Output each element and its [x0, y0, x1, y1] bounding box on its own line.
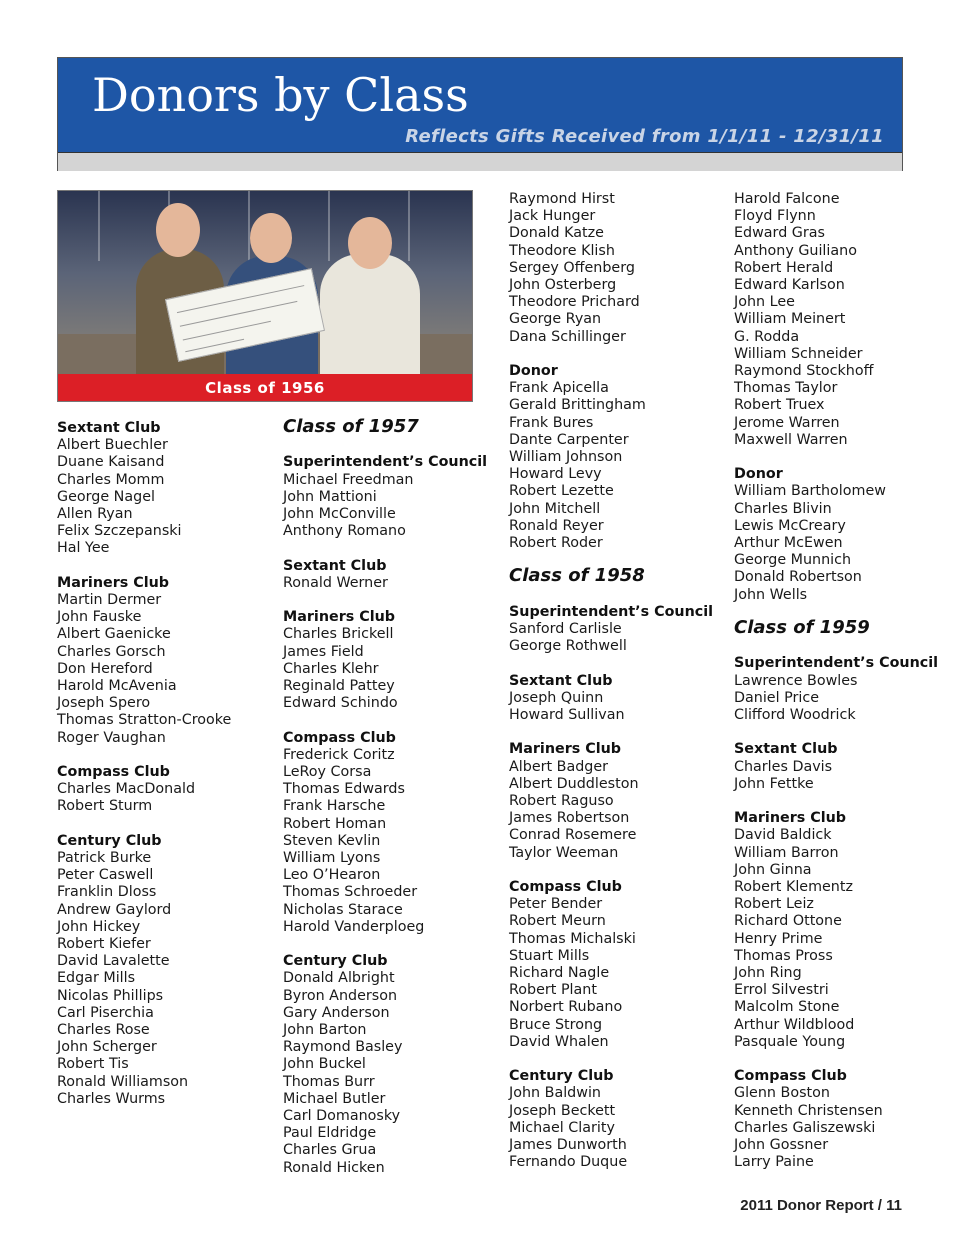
donor-name: William Meinert: [734, 311, 846, 328]
donor-name: William Lyons: [283, 850, 381, 866]
donor-name: John Ginna: [734, 861, 812, 878]
donor-name: John McConville: [283, 506, 396, 522]
photo-image: [58, 191, 472, 374]
donor-name: Malcolm Stone: [734, 999, 840, 1016]
donor-name: Donald Katze: [509, 225, 604, 242]
donor-name: Fernando Duque: [509, 1154, 628, 1171]
donor-name: Paul Eldridge: [283, 1125, 377, 1142]
club-heading: Superintendent’s Council: [283, 454, 488, 471]
donor-name: Charles Rose: [57, 1022, 150, 1038]
donor-name: Robert Truex: [734, 397, 825, 414]
donor-name: John Mattioni: [283, 488, 377, 505]
donor-name: Floyd Flynn: [734, 208, 816, 225]
donor-name: David Baldick: [734, 827, 832, 844]
donor-name: Robert Herald: [734, 259, 834, 276]
donor-name: John Gossner: [734, 1137, 829, 1153]
donor-name: Frank Apicella: [509, 380, 609, 397]
donor-name: Glenn Boston: [734, 1085, 830, 1102]
donor-name: Edgar Mills: [57, 970, 136, 987]
donor-name: Robert Meurn: [509, 913, 606, 930]
donor-name: Martin Dermer: [57, 592, 162, 608]
donor-name: Donald Robertson: [734, 569, 862, 586]
donor-name: Richard Nagle: [509, 965, 610, 981]
donor-name: John Buckel: [283, 1056, 366, 1073]
donor-name: Thomas Taylor: [734, 380, 838, 397]
donor-name: Robert Raguso: [509, 793, 614, 809]
donor-name: Robert Leiz: [734, 896, 814, 913]
donor-name: Peter Bender: [509, 896, 603, 913]
donor-name: Albert Badger: [509, 758, 609, 775]
donor-name: Larry Paine: [734, 1154, 814, 1171]
donor-name: Albert Duddleston: [509, 775, 639, 792]
donor-name: Howard Sullivan: [509, 707, 625, 723]
donor-name: John Scherger: [57, 1039, 157, 1056]
donor-name: Robert Homan: [283, 815, 387, 832]
donor-name: Anthony Guiliano: [734, 242, 857, 259]
class-heading: Class of 1958: [509, 565, 645, 587]
donor-name: Harold Vanderploeg: [283, 918, 425, 935]
donor-name: Charles Gorsch: [57, 643, 166, 660]
donor-name: Raymond Basley: [283, 1039, 403, 1056]
class-heading: Class of 1957: [283, 416, 419, 437]
donor-name: John Wells: [734, 586, 808, 603]
donor-name: Thomas Michalski: [509, 930, 636, 947]
class-heading: Class of 1959: [734, 617, 870, 638]
donor-name: Raymond Hirst: [509, 191, 615, 207]
donor-name: Edward Schindo: [283, 695, 398, 712]
donor-name: Albert Buechler: [57, 437, 168, 454]
donor-name: John Ring: [734, 965, 802, 981]
club-heading: Century Club: [283, 953, 388, 970]
donor-name: Thomas Stratton-Crooke: [57, 712, 232, 729]
donor-name: Robert Lezette: [509, 483, 614, 500]
donor-name: Ronald Williamson: [57, 1073, 189, 1090]
donor-name: Jerome Warren: [734, 414, 840, 431]
donor-name: Byron Anderson: [283, 987, 398, 1004]
donor-name: Robert Roder: [509, 535, 603, 551]
donor-name: James Dunworth: [509, 1137, 627, 1153]
donor-name: Richard Ottone: [734, 913, 842, 930]
donor-name: Dana Schillinger: [509, 328, 626, 345]
donor-name: Gerald Brittingham: [509, 397, 646, 414]
header-stripe: [58, 152, 902, 171]
donor-name: Ronald Hicken: [283, 1159, 385, 1176]
donor-name: Duane Kaisand: [57, 454, 165, 471]
donor-name: Clifford Woodrick: [734, 707, 856, 723]
donor-name: Charles MacDonald: [57, 781, 196, 798]
donor-name: Dante Carpenter: [509, 431, 629, 448]
donor-name: Edward Karlson: [734, 277, 845, 293]
donor-name: Roger Vaughan: [57, 729, 166, 746]
donor-name: Gary Anderson: [283, 1004, 390, 1021]
donor-name: Raymond Stockhoff: [734, 363, 874, 379]
donor-name: Maxwell Warren: [734, 431, 848, 448]
donor-name: Harold Falcone: [734, 191, 840, 207]
club-heading: Sextant Club: [509, 672, 613, 689]
club-heading: Mariners Club: [734, 810, 847, 827]
donor-name: Michael Butler: [283, 1090, 386, 1107]
donor-name: Thomas Burr: [283, 1073, 375, 1090]
photo-caption: Class of 1956: [58, 374, 472, 402]
donor-name: Norbert Rubano: [509, 999, 623, 1016]
donor-name: Charles Brickell: [283, 626, 394, 643]
club-heading: Compass Club: [509, 879, 622, 895]
donor-name: Taylor Weeman: [509, 844, 619, 861]
donor-name: John Barton: [283, 1022, 367, 1038]
club-heading: Donor: [734, 466, 783, 483]
donor-name: Conrad Rosemere: [509, 827, 637, 844]
club-heading: Donor: [509, 363, 558, 379]
donor-name: Charles Blivin: [734, 500, 832, 517]
club-heading: Superintendent’s Council: [509, 603, 714, 620]
donor-name: Kenneth Christensen: [734, 1102, 883, 1119]
donor-name: John Hickey: [57, 918, 141, 935]
donor-name: Robert Kiefer: [57, 936, 151, 952]
donor-name: Peter Caswell: [57, 867, 154, 884]
donor-name: David Lavalette: [57, 953, 170, 970]
donor-name: Daniel Price: [734, 689, 819, 706]
donor-name: Charles Wurms: [57, 1090, 166, 1107]
donor-name: Howard Levy: [509, 466, 602, 483]
donor-name: Robert Plant: [509, 982, 597, 999]
donor-name: Robert Tis: [57, 1056, 129, 1073]
donor-name: Joseph Beckett: [509, 1102, 616, 1119]
donor-name: John Baldwin: [509, 1085, 601, 1102]
donor-name: William Johnson: [509, 449, 623, 465]
donor-name: Edward Gras: [734, 225, 825, 242]
donor-name: Carl Piserchia: [57, 1004, 154, 1021]
donor-name: Carl Domanosky: [283, 1108, 401, 1124]
club-heading: Superintendent’s Council: [734, 655, 939, 672]
page-footer: 2011 Donor Report / 11: [740, 1197, 902, 1214]
donor-name: Charles Grua: [283, 1142, 377, 1159]
donor-name: Thomas Schroeder: [283, 884, 418, 901]
donor-name: Charles Galiszewski: [734, 1119, 876, 1136]
donor-name: Donald Albright: [283, 970, 395, 987]
donor-name: George Nagel: [57, 488, 155, 505]
donor-name: William Bartholomew: [734, 483, 886, 500]
donor-name: Ronald Werner: [283, 574, 388, 591]
donor-name: Hal Yee: [57, 540, 110, 557]
page-subtitle: Reflects Gifts Received from 1/1/11 - 12/31/11: [405, 126, 884, 147]
donor-name: Joseph Spero: [57, 695, 151, 712]
donor-name: Frank Bures: [509, 414, 594, 431]
donor-name: William Schneider: [734, 345, 863, 362]
club-heading: Mariners Club: [509, 741, 622, 758]
donor-name: Reginald Pattey: [283, 678, 395, 694]
donor-name: Albert Gaenicke: [57, 626, 171, 643]
donor-name: George Rothwell: [509, 638, 627, 655]
donor-name: Felix Szczepanski: [57, 523, 182, 540]
donor-name: Frederick Coritz: [283, 746, 395, 763]
donor-name: Arthur McEwen: [734, 535, 843, 551]
class-photo: [57, 190, 473, 402]
club-heading: Sextant Club: [734, 741, 838, 758]
donor-name: John Fettke: [734, 775, 814, 792]
donor-name: Frank Harsche: [283, 798, 386, 815]
donor-name: Don Hereford: [57, 660, 153, 677]
donor-name: John Mitchell: [509, 500, 601, 517]
club-heading: Sextant Club: [57, 420, 161, 436]
donor-name: Sergey Offenberg: [509, 259, 635, 276]
donor-name: Leo O’Hearon: [283, 867, 381, 884]
donor-name: Jack Hunger: [509, 208, 596, 225]
donor-name: Ronald Reyer: [509, 517, 604, 534]
donor-name: Franklin Dloss: [57, 884, 157, 901]
club-heading: Sextant Club: [283, 557, 387, 574]
donor-name: Lewis McCreary: [734, 517, 846, 534]
donor-name: Arthur Wildblood: [734, 1016, 855, 1033]
donor-name: Errol Silvestri: [734, 982, 829, 999]
donor-name: Allen Ryan: [57, 506, 133, 522]
club-heading: Compass Club: [283, 729, 396, 746]
donor-name: Sanford Carlisle: [509, 621, 622, 637]
donor-name: Robert Sturm: [57, 798, 153, 815]
club-heading: Compass Club: [57, 764, 170, 780]
donor-name: Henry Prime: [734, 930, 823, 947]
club-heading: Century Club: [57, 832, 162, 849]
donor-name: Andrew Gaylord: [57, 901, 172, 918]
donor-name: Charles Davis: [734, 758, 833, 775]
donor-name: George Munnich: [734, 552, 852, 569]
donor-name: John Lee: [734, 294, 795, 311]
donor-name: Theodore Klish: [509, 242, 615, 259]
donor-name: Steven Kevlin: [283, 832, 381, 849]
donor-name: Nicholas Starace: [283, 901, 403, 918]
donor-name: Lawrence Bowles: [734, 672, 858, 689]
donor-name: Patrick Burke: [57, 850, 152, 866]
donor-name: Charles Klehr: [283, 660, 379, 677]
donor-name: Nicolas Phillips: [57, 987, 164, 1004]
donor-name: David Whalen: [509, 1033, 609, 1050]
donor-name: Thomas Pross: [734, 947, 833, 964]
donor-name: Michael Clarity: [509, 1119, 615, 1136]
page-header: [57, 57, 903, 171]
donor-name: Joseph Quinn: [509, 689, 604, 706]
club-heading: Century Club: [509, 1068, 614, 1085]
donor-name: Bruce Strong: [509, 1016, 603, 1033]
donor-name: John Fauske: [57, 609, 142, 626]
donor-name: George Ryan: [509, 311, 602, 328]
donor-name: Stuart Mills: [509, 947, 590, 964]
donor-name: James Robertson: [509, 810, 630, 827]
donor-name: John Osterberg: [509, 277, 617, 293]
club-heading: Compass Club: [734, 1068, 847, 1085]
donor-name: James Field: [283, 643, 364, 660]
donor-name: LeRoy Corsa: [283, 764, 372, 780]
donor-name: Theodore Prichard: [509, 294, 640, 311]
donor-name: G. Rodda: [734, 328, 800, 345]
donor-name: William Barron: [734, 844, 839, 861]
donor-name: Robert Klementz: [734, 879, 853, 895]
donor-name: Thomas Edwards: [283, 781, 405, 798]
donor-name: Charles Momm: [57, 471, 165, 488]
club-heading: Mariners Club: [283, 609, 396, 626]
donor-name: Harold McAvenia: [57, 678, 177, 694]
donor-name: Anthony Romano: [283, 523, 406, 540]
donor-name: Pasquale Young: [734, 1033, 846, 1050]
page-title: Donors by Class: [92, 68, 469, 122]
club-heading: Mariners Club: [57, 574, 170, 591]
donor-name: Michael Freedman: [283, 471, 414, 488]
